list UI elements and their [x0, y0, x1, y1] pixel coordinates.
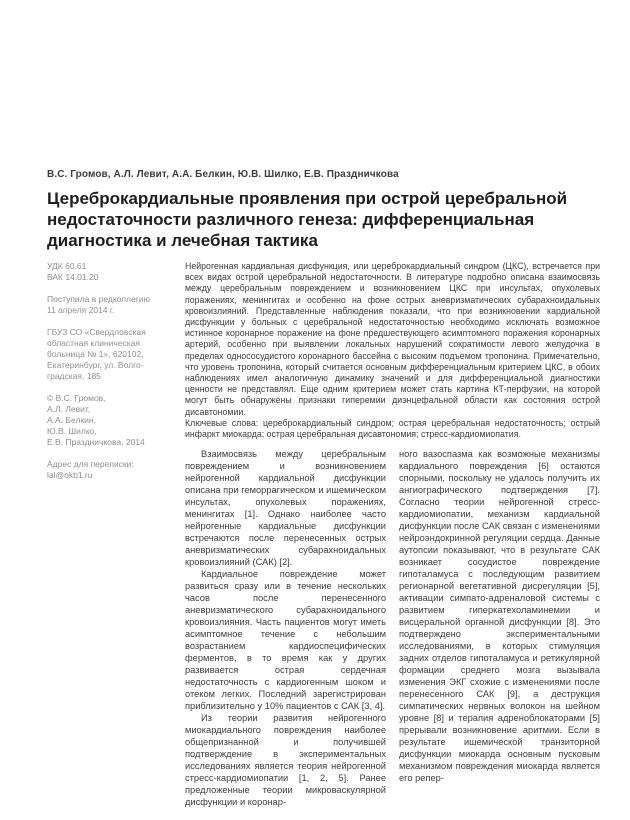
paragraph: Из теории развития нейрогенного миокардиального повреждения наиболее общепризнанной и получившей подтверждение в экспериментальных исследованиях является теория нейрогенной стресс-кардиомиопатии [1, 2, 5]. Ранее предложенные теории микроваскулярной дисфункции и коронар- — [185, 713, 386, 808]
article-title-line: Цереброкардиальные проявления при острой церебральной — [47, 189, 568, 208]
classification-codes — [47, 261, 177, 283]
main-content — [185, 261, 600, 808]
udk-code: УДК 60.61 — [47, 261, 87, 271]
received-date: Поступила в редколлегию 11 апреля 2014 г. — [47, 294, 151, 315]
correspondence-label: Адрес для переписки: — [47, 459, 134, 469]
abstract — [185, 261, 600, 440]
paragraph: Взаимосвязь между церебральным повреждением и возникновением нейрогенной кардиальной дисфункции описана при геморрагическом и ишемическом инсультах, опухолевых поражениях, менингитах [1]. Однако наиболее часто нейрогенные кардиальные дисфункции встречаются после перенесенных острых аневризматических субарахноидальных кровоизлияний (САК) [2]. — [185, 449, 386, 568]
abstract-text: Нейрогенная кардиальная дисфункция, или цереброкардиальный синдром (ЦКС), встречается при всех видах острой церебральной недостаточности. В литературе подробно описана взаимосвязь между церебральным повреждением и возникновением ЦКС при инсультах, опухолевых поражениях, менингитах и особенно на фоне острых аневризматических субарахноидальных кровоизлияний. Представленные наблюдения показали, что при возникновении кардиальной дисфункции у больных с церебральной недостаточностью необходимо исключать возможное истинное коронарное поражение на фоне предшествующего асимптомного поражения коронарных артерий, особенно при выявлении локальных нарушений сократимости левого желудочка в пределах однососудистого коронарного бассейна с высоким подъемом тропонина. Примечательно, что уровень тропонина, который считается основным дифференциальным критерием ЦКС, в обоих наблюдениях имел аналогичную динамику значений и для дифференциальной диагностики ценности не представлял. Еще одним критерием может стать картина КТ-перфузии, на которой могут быть обнаружены признаки гиперемии диэнцефальной области как состояния острой дисавтономии. — [185, 261, 600, 417]
keywords: Ключевые слова: цереброкардиальный синдром; острая церебральная недостаточность; острый инфаркт миокарда; острая церебральная дисавтономия; стресс-кардиомиопатия. — [185, 417, 600, 440]
body-column-1 — [185, 448, 386, 808]
article-title-line: недостаточности различного генеза: дифференциальная — [47, 210, 535, 229]
correspondence-email: lal@okb1.ru — [47, 470, 93, 480]
correspondence — [47, 459, 177, 481]
copyright-notice: © В.С. Громов, А.Л. Левит, А.А. Белкин, Ю.В. Шилко, Е.В. Праздничкова, 2014 — [47, 393, 145, 447]
metadata-sidebar — [47, 261, 177, 492]
article-title-line: диагностика и лечебная тактика — [47, 231, 318, 250]
paragraph: Кардиальное повреждение может развиться сразу или в течение нескольких часов после перенесенного аневризматического субарахноидального кровоизлияния. Часть пациентов могут иметь асимптомное течение с небольшим возрастанием кардиоспецифических ферментов, в то время как у других развивается острая сердечная недостаточность с кардиогенным шоком и отеком легких. Последний зарегистрирован приблизительно у 10% пациентов с САК [3, 4]. — [185, 569, 386, 712]
vak-code: ВАК 14.01.20 — [47, 272, 99, 282]
paragraph: ного вазоспазма как возможные механизмы кардиального повреждения [6] остаются спорными, поскольку не удалось получить их ангиографического подтверждения [7]. Согласно теории нейрогенной стресс-кардиомиопатии, механизм кардиальной дисфункции после САК связан с изменениями нейроэндокринной регуляции сердца. Данные аутопсии показывают, что в результате САК возникает сосудистое повреждение гипоталамуса с последующим развитием регионарной вегетативной дисрегуляции [5], активации симпато-адреналовой системы с развитием гиперкатехоламинемии и висцеральной органной дисфункции [8]. Это подтверждено экспериментальными исследованиями, в которых стимуляция задних отделов гипоталамуса и ретикулярной формации среднего мозга вызывала изменения ЭКГ схожие с изменениями после перенесенного САК [9], а деструкция симпатических нервных волокон на шейном уровне [8] и терапия адреноблокаторами [5] прерывали возникновение аритмии. Если в результате ишемической транзиторной дисфункции миокарда основным пусковым механизмом повреждения миокарда является его репер- — [399, 449, 600, 784]
affiliation: ГБУЗ СО «Свердловская областная клиническая больница № 1», 620102, Екатеринбург, ул. Волго- градская, 185 — [47, 327, 146, 381]
authors-line: В.С. Громов, А.Л. Левит, А.А. Белкин, Ю.В. Шилко, Е.В. Праздничкова — [47, 169, 399, 180]
body-columns — [185, 448, 600, 808]
body-column-2 — [399, 448, 600, 808]
article-title — [47, 188, 595, 251]
